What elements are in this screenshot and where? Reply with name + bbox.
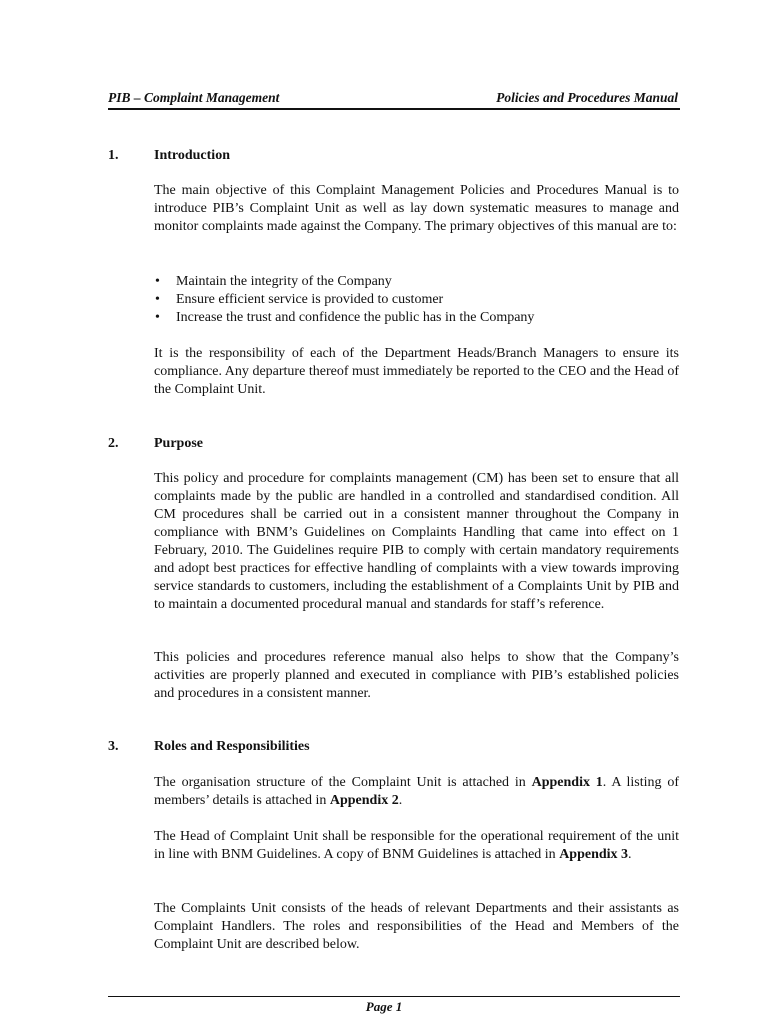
- list-item: [154, 273, 534, 291]
- header-title-left: PIB – Complaint Management: [108, 90, 280, 105]
- header-title-right: Policies and Procedures Manual: [496, 90, 678, 105]
- bullet-text: Ensure efficient service is provided to customer: [176, 292, 444, 307]
- appendix-2-reference: Appendix 2: [329, 793, 399, 808]
- section-3-paragraph-3: The Complaints Unit consists of the heads of relevant Departments and their assistants as Complaint Handlers. The roles and responsibilities of the Head and Members of the Complaint Unit are described below.: [154, 901, 679, 952]
- text-run: The Head of Complaint Unit shall be responsible for the operational requirement of the unit in line with BNM Guidelines. A copy of BNM Guidelines is attached in: [154, 829, 679, 862]
- bullet-icon: •: [155, 292, 160, 307]
- list-item: [154, 309, 534, 327]
- section-2-paragraph-2: This policies and procedures reference manual also helps to show that the Company’s activities are properly planned and executed in compliance with PIB’s established policies and procedures in a consistent manner.: [154, 650, 679, 701]
- section-2-paragraph-1: This policy and procedure for complaints management (CM) has been set to ensure that all complaints made by the public are handled in a controlled and standardised condition. All CM procedures shall be carried out in a consistent manner throughout the Company in compliance with BNM’s Guidelines on Complaints Handling that came into effect on 1 February, 2010. The Guidelines require PIB to comply with certain mandatory requirements and adopt best practices for effective handling of complaints with a view towards improving service standards to customers, including the establishment of a Complaints Unit by PIB and to maintain a documented procedural manual and standards for staff’s reference.: [154, 471, 679, 612]
- bullet-icon: •: [155, 274, 160, 289]
- list-item: [154, 291, 534, 309]
- section-1-bullet-list: [154, 273, 534, 327]
- text-run: . A listing of members’ details is attached in: [154, 775, 680, 808]
- appendix-1-reference: Appendix 1: [531, 775, 603, 790]
- page-number: Page 1: [365, 999, 403, 1014]
- bullet-text: Maintain the integrity of the Company: [176, 274, 392, 289]
- section-3-paragraph-1: [154, 774, 679, 810]
- section-2-number: 2.: [108, 436, 119, 451]
- section-1-paragraph-2: It is the responsibility of each of the Department Heads/Branch Managers to ensure its compliance. Any departure thereof must immediately be reported to the CEO and the Head of the Complaint Unit.: [154, 346, 679, 397]
- section-3-heading: Roles and Responsibilities: [154, 739, 310, 754]
- appendix-3-reference: Appendix 3: [559, 847, 629, 862]
- section-3-paragraph-2: [154, 828, 679, 864]
- header-divider: [108, 108, 680, 110]
- footer-divider: [108, 996, 680, 997]
- section-2-heading: Purpose: [154, 436, 203, 451]
- section-3-number: 3.: [108, 739, 119, 754]
- section-1-number: 1.: [108, 148, 119, 163]
- bullet-icon: •: [155, 310, 160, 325]
- section-1-heading: Introduction: [154, 148, 230, 163]
- text-run: The organisation structure of the Complaint Unit is attached in: [154, 775, 532, 790]
- text-run: .: [398, 793, 403, 808]
- bullet-text: Increase the trust and confidence the public has in the Company: [176, 310, 535, 325]
- section-1-paragraph-1: The main objective of this Complaint Management Policies and Procedures Manual is to introduce PIB’s Complaint Unit as well as lay down systematic measures to manage and monitor complaints made against the Company. The primary objectives of this manual are to:: [154, 183, 679, 234]
- text-run: .: [628, 847, 632, 862]
